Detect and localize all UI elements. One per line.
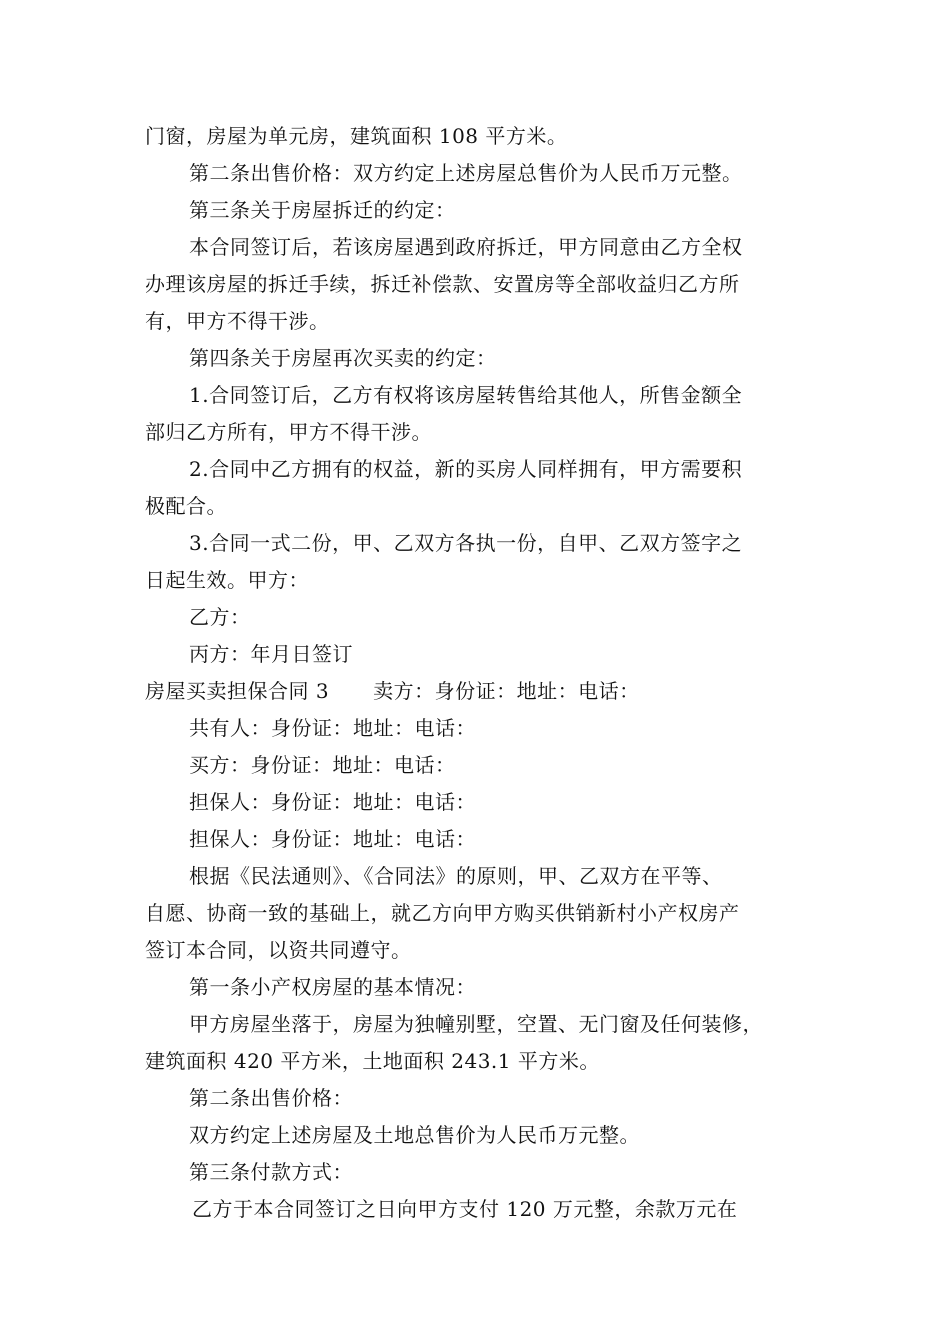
paragraph-line: 建筑面积 420 平方米，土地面积 243.1 平方米。 — [145, 1049, 600, 1073]
paragraph-line: 2.合同中乙方拥有的权益，新的买房人同样拥有，甲方需要积 — [189, 457, 743, 481]
party-line: 买方：身份证：地址：电话： — [189, 753, 456, 777]
paragraph-line: 第三条关于房屋拆迁的约定： — [189, 198, 456, 222]
paragraph-line: 甲方房屋坐落于，房屋为独幢别墅，空置、无门窗及任何装修， — [189, 1012, 763, 1036]
paragraph-line: 乙方于本合同签订之日向甲方支付 120 万元整，余款万元在 — [192, 1197, 738, 1221]
paragraph-line: 第三条付款方式： — [189, 1160, 353, 1184]
signature-line: 丙方：年月日签订 — [189, 642, 353, 666]
paragraph-line: 第一条小产权房屋的基本情况： — [189, 975, 476, 999]
paragraph-line: 双方约定上述房屋及土地总售价为人民币万元整。 — [189, 1123, 640, 1147]
paragraph-line: 有，甲方不得干涉。 — [145, 309, 330, 333]
paragraph-line: 门窗，房屋为单元房，建筑面积 108 平方米。 — [145, 124, 568, 148]
paragraph-line: 签订本合同，以资共同遵守。 — [145, 938, 412, 962]
paragraph-line: 第四条关于房屋再次买卖的约定： — [189, 346, 497, 370]
party-line: 担保人：身份证：地址：电话： — [189, 790, 476, 814]
signature-line: 乙方： — [189, 605, 251, 629]
party-line: 担保人：身份证：地址：电话： — [189, 827, 476, 851]
paragraph-line: 部归乙方所有，甲方不得干涉。 — [145, 420, 432, 444]
paragraph-line: 1.合同签订后，乙方有权将该房屋转售给其他人，所售金额全 — [189, 383, 743, 407]
contract-heading-line — [145, 673, 825, 710]
paragraph-line: 极配合。 — [145, 494, 227, 518]
paragraph-line: 第二条出售价格： — [189, 1086, 353, 1110]
document-body — [145, 118, 825, 1228]
paragraph-line: 3.合同一式二份，甲、乙双方各执一份，自甲、乙双方签字之 — [189, 531, 743, 555]
party-seller-line: 卖方：身份证：地址：电话： — [373, 679, 640, 703]
paragraph-line: 办理该房屋的拆迁手续，拆迁补偿款、安置房等全部收益归乙方所 — [145, 272, 740, 296]
paragraph-line: 第二条出售价格：双方约定上述房屋总售价为人民币万元整。 — [189, 161, 743, 185]
paragraph-line: 根据《民法通则》、《合同法》的原则，甲、乙双方在平等、 — [189, 864, 723, 888]
paragraph-line: 日起生效。甲方： — [145, 568, 309, 592]
paragraph-line: 自愿、协商一致的基础上，就乙方向甲方购买供销新村小产权房产 — [145, 901, 740, 925]
contract-title: 房屋买卖担保合同 3 — [145, 679, 330, 703]
paragraph-line: 本合同签订后，若该房屋遇到政府拆迁，甲方同意由乙方全权 — [189, 235, 743, 259]
party-line: 共有人：身份证：地址：电话： — [189, 716, 476, 740]
